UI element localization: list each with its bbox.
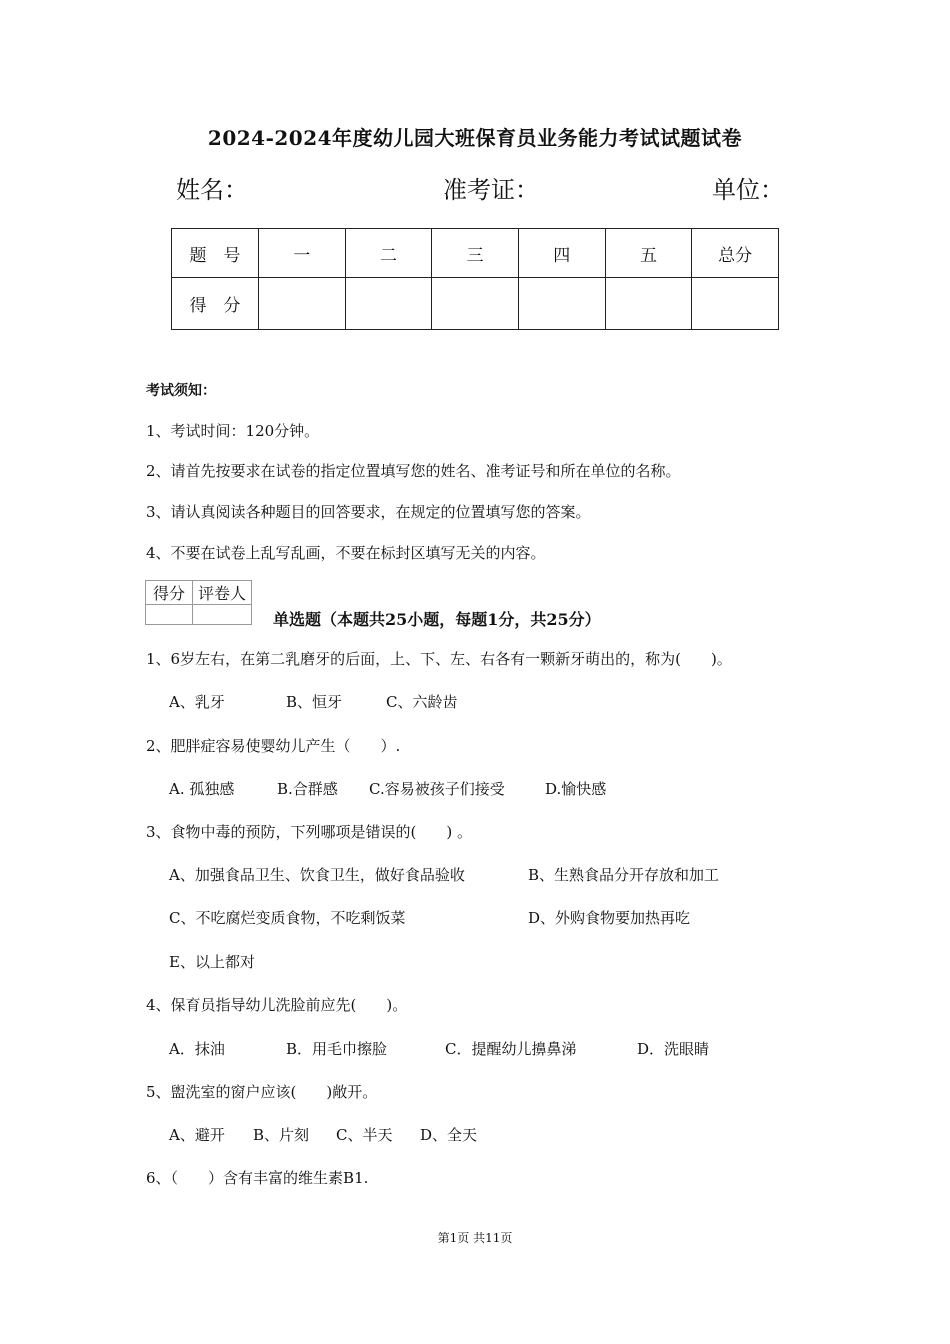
question-option: B、生熟食品分开存放和加工 [528, 866, 720, 884]
page-footer: 第1页 共11页 [437, 1231, 513, 1245]
score-cell[interactable] [692, 278, 779, 330]
question-option: D、全天 [420, 1126, 478, 1144]
note-item: 4、不要在试卷上乱写乱画，不要在标封区填写无关的内容。 [146, 544, 546, 562]
score-header-cell: 题 号 [172, 229, 259, 278]
question-option: A．抹油 [169, 1040, 225, 1058]
score-cell[interactable] [432, 278, 519, 330]
question-option: B.合群感 [277, 780, 338, 798]
note-item: 3、请认真阅读各种题目的回答要求，在规定的位置填写您的答案。 [146, 503, 591, 521]
grader-name-cell[interactable] [193, 605, 252, 625]
name-field-label: 姓名： [176, 176, 248, 204]
question-option: E、以上都对 [169, 953, 255, 971]
grader-score-cell[interactable] [146, 605, 193, 625]
question-option: C、半天 [336, 1126, 393, 1144]
score-header-cell: 五 [605, 229, 692, 278]
section-title: 单选题（本题共25小题，每题1分，共25分） [273, 610, 601, 629]
grader-table [145, 580, 252, 625]
exam-id-field-label: 准考证： [443, 176, 539, 204]
question-option: A、乳牙 [169, 693, 225, 711]
score-header-cell: 四 [518, 229, 605, 278]
question-option: C．提醒幼儿擤鼻涕 [445, 1040, 577, 1058]
question-option: C、不吃腐烂变质食物，不吃剩饭菜 [169, 909, 406, 927]
grader-name-label: 评卷人 [193, 581, 252, 605]
question-text: 5、盥洗室的窗户应该( )敞开。 [146, 1083, 378, 1101]
question-text: 3、食物中毒的预防，下列哪项是错误的( ) 。 [146, 823, 473, 841]
question-text: 6、（ ）含有丰富的维生素B1. [146, 1169, 369, 1187]
grader-score-label: 得分 [146, 581, 193, 605]
score-row-label: 得 分 [172, 278, 259, 330]
score-cell[interactable] [345, 278, 432, 330]
score-header-cell: 一 [258, 229, 345, 278]
question-option: A. 孤独感 [169, 780, 235, 798]
question-option: D.愉快感 [545, 780, 607, 798]
question-option: A、加强食品卫生、饮食卫生，做好食品验收 [169, 866, 465, 884]
exam-title: 2024-2024年度幼儿园大班保育员业务能力考试试题试卷 [207, 126, 743, 150]
score-cell[interactable] [605, 278, 692, 330]
score-table [171, 228, 779, 330]
score-header-cell: 总分 [692, 229, 779, 278]
question-option: C.容易被孩子们接受 [369, 780, 505, 798]
question-option: B．用毛巾擦脸 [286, 1040, 388, 1058]
question-option: B、恒牙 [286, 693, 343, 711]
notes-title: 考试须知： [146, 383, 216, 399]
question-option: B、片刻 [253, 1126, 310, 1144]
question-option: D．洗眼睛 [637, 1040, 710, 1058]
score-table-header-row [172, 229, 779, 278]
question-text: 1、6岁左右，在第二乳磨牙的后面，上、下、左、右各有一颗新牙萌出的，称为( )。 [146, 650, 732, 668]
question-option: A、避开 [169, 1126, 225, 1144]
question-option: C、六龄齿 [386, 693, 458, 711]
question-text: 4、保育员指导幼儿洗脸前应先( )。 [146, 996, 408, 1014]
note-item: 2、请首先按要求在试卷的指定位置填写您的姓名、准考证号和所在单位的名称。 [146, 462, 681, 480]
score-cell[interactable] [518, 278, 605, 330]
unit-field-label: 单位： [712, 176, 784, 204]
note-item: 1、考试时间：120分钟。 [146, 422, 320, 440]
question-option: D、外购食物要加热再吃 [528, 909, 691, 927]
score-table-score-row [172, 278, 779, 330]
question-text: 2、肥胖症容易使婴幼儿产生（ ）. [146, 737, 401, 755]
score-header-cell: 二 [345, 229, 432, 278]
score-header-cell: 三 [432, 229, 519, 278]
score-cell[interactable] [258, 278, 345, 330]
